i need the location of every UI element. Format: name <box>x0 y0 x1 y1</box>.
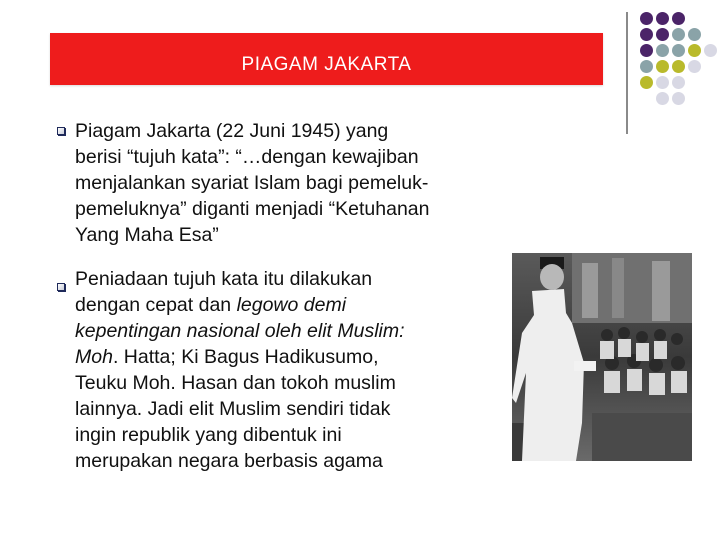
decorative-dot <box>672 12 685 25</box>
decorative-dot <box>656 12 669 25</box>
bullet-1-text <box>75 118 520 248</box>
decorative-dot <box>672 44 685 57</box>
bullet-2-line: Moh. Hatta; Ki Bagus Hadikusumo, <box>75 346 379 368</box>
bullet-1-line: pemeluknya” diganti menjadi “Ketuhanan <box>75 198 430 220</box>
decorative-dot <box>656 76 669 89</box>
decorative-dot <box>640 28 653 41</box>
decorative-dot <box>688 28 701 41</box>
bullet-2-line: dengan cepat dan legowo demi <box>75 294 347 316</box>
decorative-dot <box>672 60 685 73</box>
decorative-dot <box>672 76 685 89</box>
decorative-dot <box>688 44 701 57</box>
decorative-dot <box>656 28 669 41</box>
decorative-dot <box>640 44 653 57</box>
decorative-dot <box>672 92 685 105</box>
bullet-2-text <box>75 266 520 474</box>
bullet-2-line: Peniadaan tujuh kata itu dilakukan <box>75 268 373 290</box>
decorative-dot <box>656 44 669 57</box>
decorative-dot <box>640 76 653 89</box>
decorative-dot <box>640 12 653 25</box>
bullet-2-line: lainnya. Jadi elit Muslim sendiri tidak <box>75 398 391 420</box>
decorative-dot <box>688 60 701 73</box>
decorative-dot <box>672 28 685 41</box>
decorative-divider <box>626 12 628 134</box>
decorative-dot <box>640 60 653 73</box>
decorative-dot <box>656 92 669 105</box>
historical-photo-speaker-icon <box>512 253 692 461</box>
bullet-1-line: Yang Maha Esa” <box>75 224 219 246</box>
historical-photo <box>512 253 692 461</box>
bullet-2-icon <box>57 283 65 291</box>
bullet-2-line: kepentingan nasional oleh elit Muslim: <box>75 320 405 342</box>
decorative-dot <box>656 60 669 73</box>
bullet-2-line: merupakan negara berbasis agama <box>75 450 383 472</box>
title-bar <box>50 33 603 85</box>
slide-title: PIAGAM JAKARTA <box>241 54 412 75</box>
bullet-2-line: Teuku Moh. Hasan dan tokoh muslim <box>75 372 396 394</box>
bullet-2-line: ingin republik yang dibentuk ini <box>75 424 342 446</box>
bullet-1-icon <box>57 127 65 135</box>
bullet-1-line: Piagam Jakarta (22 Juni 1945) yang <box>75 120 389 142</box>
bullet-1-line: berisi “tujuh kata”: “…dengan kewajiban <box>75 146 419 168</box>
bullet-1-line: menjalankan syariat Islam bagi pemeluk- <box>75 172 429 194</box>
decorative-dot <box>704 44 717 57</box>
